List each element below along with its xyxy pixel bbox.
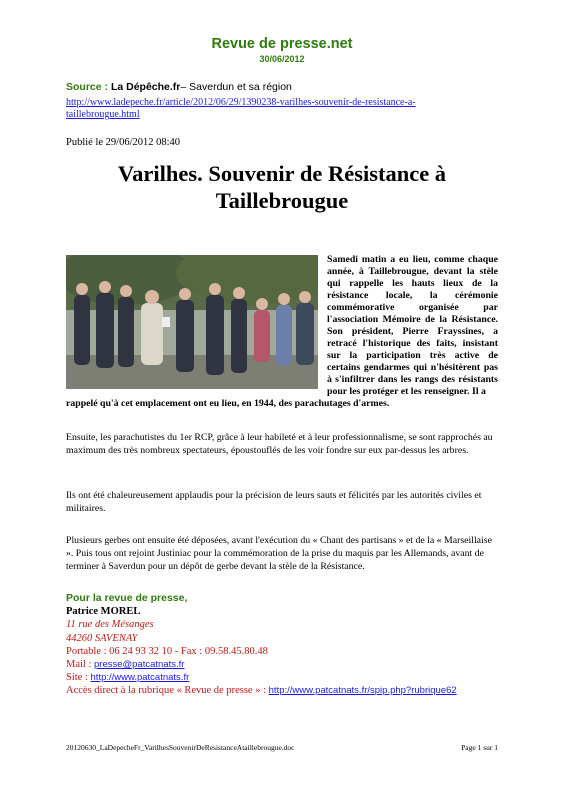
source-url-link[interactable]	[66, 97, 486, 121]
masthead-title: Revue de presse.net	[211, 36, 353, 52]
contact-site-line	[66, 671, 457, 684]
published-date: Publié le 29/06/2012 08:40	[66, 137, 181, 148]
article-paragraph-3: Ils ont été chaleureusement applaudis pour la précision de leurs sauts et félicités par les autorités civiles et militaires.	[66, 490, 482, 514]
headline-line-2: Taillebrougue	[215, 188, 349, 213]
article-lead-continuation: rappelé qu'à cet emplacement ont eu lieu, en 1944, des parachutages d'armes.	[66, 398, 390, 409]
article-paragraph-4: Plusieurs gerbes ont ensuite été déposées, avant l'exécution du « Chant des partisans » et de la « Marseillaise ». Puis tous ont rejoint Justiniac pour la commémoration de la prise du maquis par les Allemands, avant de terminer à Saverdun pour un dépôt de gerbe devant la stèle de la Résistance.	[66, 535, 492, 572]
ceremony-photo	[66, 255, 318, 389]
site-link[interactable]: http://www.patcatnats.fr	[90, 672, 190, 684]
site-label: Site :	[66, 672, 91, 684]
contact-phones: Portable : 06 24 93 32 10 - Fax : 09.58.45.80.48	[66, 645, 268, 657]
document-filename: 20120630_LaDepecheFr_VarilhesSouvenirDeResistanceAtaillebrougue.doc	[66, 743, 295, 752]
source-line	[66, 81, 292, 93]
contact-mail-line	[66, 658, 457, 671]
source-site: La Dépêche.fr	[110, 81, 181, 93]
article-lead-column: Samedi matin a eu lieu, comme chaque année, à Taillebrougue, devant la stèle qui rappelle les hauts lieux de la résistance locale, la cérémonie commémorative organisée par l'association Mémoire de la Résistance. Son président, Pierre Frayssines, a retracé l'historique des faits, insistant sur la participation très active de certains gendarmes qui n'hésitèrent pas à s'infiltrer dans les rangs des résistants pour les protéger et les renseigner. Il a	[327, 254, 498, 397]
access-label: Accès direct à la rubrique « Revue de presse » :	[66, 685, 269, 697]
access-link[interactable]: http://www.patcatnats.fr/spip.php?rubrique62	[268, 685, 457, 697]
source-url-line-2[interactable]: taillebrougue.html	[66, 109, 140, 120]
page-number: Page 1 sur 1	[461, 743, 498, 752]
contact-heading: Pour la revue de presse,	[66, 592, 188, 604]
headline-line-1: Varilhes. Souvenir de Résistance à	[117, 161, 447, 186]
contact-street: 11 rue des Mésanges	[66, 619, 154, 631]
contact-block	[66, 592, 457, 698]
contact-city: 44260 SAVENAY	[66, 632, 138, 644]
masthead-date: 30/06/2012	[259, 54, 305, 64]
article-paragraph-2: Ensuite, les parachutistes du 1er RCP, grâce à leur habileté et à leur professionnalisme, se sont rapprochés au maximum des très nombreux spectateurs, époustouflés de les voir fondre sur eux par-dessus les arbres.	[66, 432, 493, 456]
article-headline	[66, 160, 498, 214]
source-url-line-1[interactable]: http://www.ladepeche.fr/article/2012/06/29/1390238-varilhes-souvenir-de-resistance-a-	[66, 97, 416, 108]
contact-access-line	[66, 684, 457, 697]
page-footer	[66, 743, 498, 752]
source-section: – Saverdun et sa région	[180, 81, 292, 93]
contact-name: Patrice MOREL	[66, 606, 141, 618]
source-label: Source :	[66, 81, 109, 93]
mail-label: Mail :	[66, 659, 94, 671]
mail-link[interactable]: presse@patcatnats.fr	[94, 659, 185, 671]
